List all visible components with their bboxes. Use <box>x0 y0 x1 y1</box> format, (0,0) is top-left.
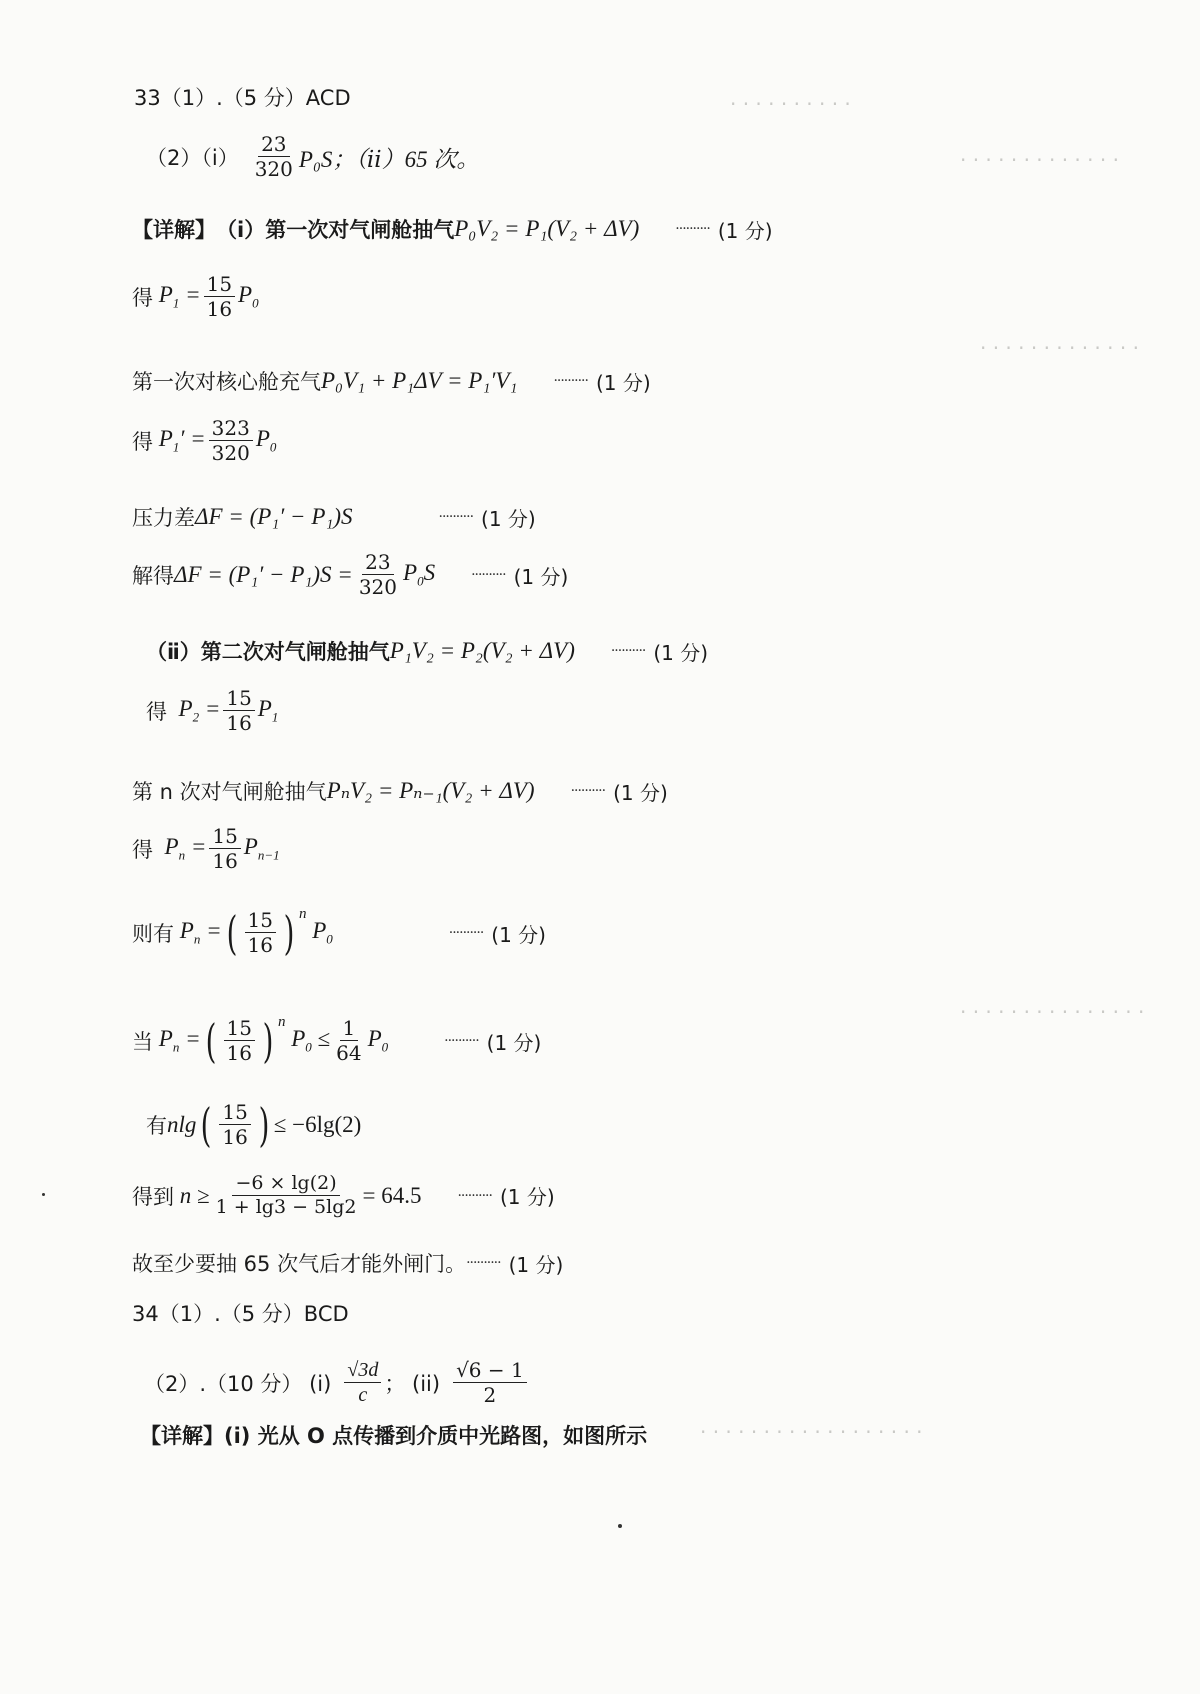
q33-step6: 解得 ΔF = (P₁′ − P₁)S = $\frac{23}{320}$ $P_0S$ ·········· (1 分) <box>132 550 569 599</box>
q34-part1: 34（1）.（5 分）BCD <box>132 1302 349 1326</box>
q33-step9: 第 n 次对气闸舱抽气 PₙV₂ = Pₙ₋₁(V₂ + ΔV) ·········· (1 分) <box>132 778 668 805</box>
q33-step8: 得 $P_2$ = $\frac{15}{16}$ $P_1$ <box>146 686 279 735</box>
q33-step14: 得到 n ≥ $\frac{-6 \times \lg(2)}{1 + \lg 3 - 5\lg 2}$ = 64.5 ·········· (1 分) <box>132 1172 555 1218</box>
bleed-through-text: · · · · · · · · · · · · · · · <box>960 1000 1145 1024</box>
q33-part1: 33（1）.（5 分）ACD <box>134 86 351 110</box>
q33-step3: 第一次对核心舱充气 P₀V₁ + P₁ΔV = P₁′V₁ ·········· (1 分) <box>132 368 651 395</box>
speck <box>618 1524 622 1528</box>
q34-part2-answer: （2）.（10 分） (i) $\frac{√3d}{c}$ ； (ii) $\frac{√6 - 1}{2}$ <box>144 1360 530 1406</box>
speck <box>42 1193 45 1196</box>
bleed-through-text: · · · · · · · · · · · · · <box>960 148 1119 172</box>
bleed-through-text: · · · · · · · · · · <box>730 92 851 116</box>
q33-step11: 则有 $P_n$ = ( $\frac{15}{16}$ ) n $P_0$ ·········· (1 分) <box>132 906 546 960</box>
q33-step10: 得 $P_n$ = $\frac{15}{16}$ $P_{n-1}$ <box>132 824 280 873</box>
q33-step7: （ⅱ）第二次对气闸舱抽气 P₁V₂ = P₂(V₂ + ΔV) ·········· (1 分) <box>146 638 709 665</box>
q33-step5: 压力差 ΔF = (P₁′ − P₁)S ·········· (1 分) <box>132 504 536 531</box>
bleed-through-text: · · · · · · · · · · · · · <box>980 336 1139 360</box>
q34-detail: 【详解】 (i) 光从 O 点传播到介质中光路图，如图所示 <box>140 1424 648 1448</box>
bleed-through-text: · · · · · · · · · · · · · · · · · · <box>700 1420 923 1444</box>
q33-conclusion: 故至少要抽 65 次气后才能外闸门。 ·········· (1 分) <box>132 1252 564 1277</box>
q33-detail-step1: 【详解】 （ⅰ）第一次对气闸舱抽气 P₀V₂ = P₁(V₂ + ΔV) ·········· (1 分) <box>132 216 773 243</box>
q33-step2: 得 $P_1$ = $\frac{15}{16}$ $P_0$ <box>132 272 259 321</box>
q33-step4: 得 $P_1'$ = $\frac{323}{320}$ $P_0$ <box>132 416 277 465</box>
q33-step13: 有 nlg ( $\frac{15}{16}$ ) ≤ −6lg(2) <box>146 1098 362 1152</box>
fraction: $\frac{23}{320}$ <box>254 132 293 181</box>
q33-step12: 当 $P_n$ = ( $\frac{15}{16}$ ) n $P_0$ ≤ $\frac{1}{64}$ $P_0$ ·········· (1 分) <box>132 1014 542 1068</box>
q33-part2-answer: （2）（ⅰ） $\frac{23}{320}$ P₀S；（ⅱ）65 次。 <box>146 132 480 181</box>
